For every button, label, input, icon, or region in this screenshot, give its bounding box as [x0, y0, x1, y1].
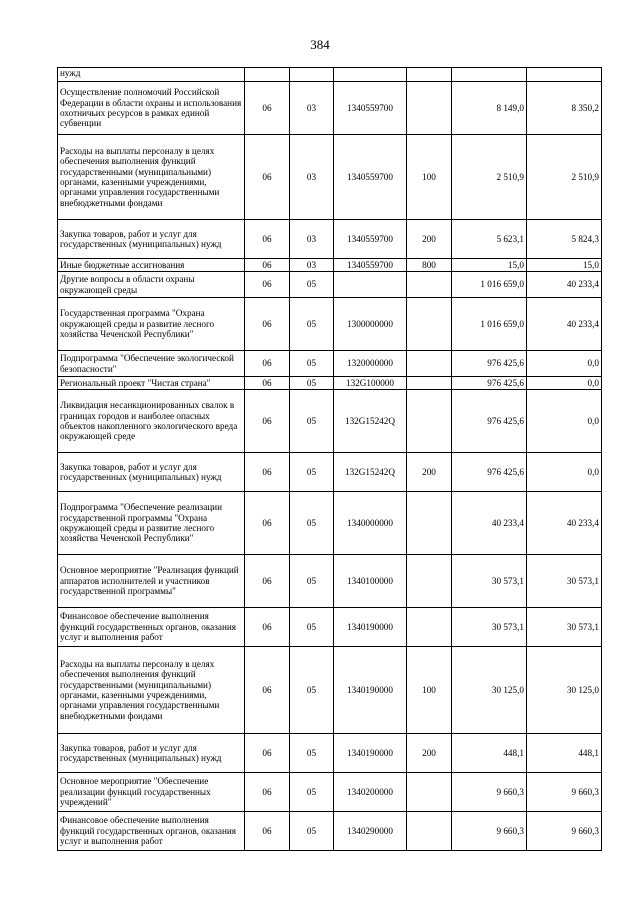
row-sum-year2: 30 125,0	[527, 647, 602, 734]
row-sum-year2: 0,0	[527, 453, 602, 492]
row-sum-year2: 2 510,9	[527, 135, 602, 220]
row-subsection: 03	[290, 220, 334, 259]
row-expense-type	[407, 492, 452, 555]
row-sum-year1: 976 425,6	[452, 453, 527, 492]
row-target-article: 132G15242Q	[334, 390, 407, 453]
table-row	[58, 453, 602, 492]
row-subsection: 05	[290, 492, 334, 555]
row-sum-year2	[527, 68, 602, 82]
row-section: 06	[245, 555, 290, 608]
row-subsection: 03	[290, 259, 334, 272]
row-section: 06	[245, 220, 290, 259]
row-subsection: 05	[290, 377, 334, 390]
row-sum-year2: 9 660,3	[527, 812, 602, 851]
row-target-article: 1340190000	[334, 647, 407, 734]
row-sum-year1: 8 149,0	[452, 82, 527, 135]
row-target-article: 1340559700	[334, 82, 407, 135]
table-row	[58, 298, 602, 351]
row-expense-type: 200	[407, 453, 452, 492]
row-target-article: 1300000000	[334, 298, 407, 351]
row-name: Подпрограмма "Обеспечение экологической безопасности"	[58, 351, 245, 377]
row-subsection	[290, 68, 334, 82]
row-subsection: 05	[290, 647, 334, 734]
row-subsection: 05	[290, 298, 334, 351]
row-sum-year1	[452, 68, 527, 82]
row-sum-year2: 40 233,4	[527, 492, 602, 555]
row-expense-type	[407, 773, 452, 812]
row-expense-type	[407, 608, 452, 647]
row-section: 06	[245, 492, 290, 555]
table-row	[58, 734, 602, 773]
row-expense-type	[407, 351, 452, 377]
row-expense-type	[407, 555, 452, 608]
row-target-article	[334, 272, 407, 298]
row-section: 06	[245, 351, 290, 377]
row-name: Расходы на выплаты персоналу в целях обеспечения выполнения функций государственными (муниципальными) органами, казенными учреждениями, органами управления государственными внебюджетными фондами	[58, 135, 245, 220]
table-row	[58, 135, 602, 220]
row-sum-year2: 9 660,3	[527, 773, 602, 812]
row-sum-year1: 30 125,0	[452, 647, 527, 734]
row-target-article: 1340290000	[334, 812, 407, 851]
row-sum-year1: 1 016 659,0	[452, 272, 527, 298]
row-section: 06	[245, 82, 290, 135]
row-sum-year1: 976 425,6	[452, 377, 527, 390]
table-row	[58, 555, 602, 608]
row-section: 06	[245, 135, 290, 220]
row-sum-year1: 9 660,3	[452, 773, 527, 812]
row-name: Иные бюджетные ассигнования	[58, 259, 245, 272]
table-row	[58, 82, 602, 135]
row-name: Расходы на выплаты персоналу в целях обеспечения выполнения функций государственными (муниципальными) органами, казенными учреждениями, органами управления государственными внебюджетными фондами	[58, 647, 245, 734]
row-name: Другие вопросы в области охраны окружающей среды	[58, 272, 245, 298]
row-target-article: 1340559700	[334, 220, 407, 259]
row-target-article: 1340200000	[334, 773, 407, 812]
row-section: 06	[245, 377, 290, 390]
row-section: 06	[245, 298, 290, 351]
table-row	[58, 773, 602, 812]
row-section: 06	[245, 390, 290, 453]
row-sum-year2: 0,0	[527, 390, 602, 453]
row-section: 06	[245, 608, 290, 647]
row-target-article: 1340000000	[334, 492, 407, 555]
row-target-article: 1340190000	[334, 734, 407, 773]
row-expense-type: 200	[407, 220, 452, 259]
row-subsection: 05	[290, 608, 334, 647]
row-expense-type	[407, 812, 452, 851]
row-name: Основное мероприятие "Реализация функций аппаратов исполнителей и участников государственной программы"	[58, 555, 245, 608]
row-sum-year1: 5 623,1	[452, 220, 527, 259]
row-sum-year1: 976 425,6	[452, 390, 527, 453]
row-name: Закупка товаров, работ и услуг для государственных (муниципальных) нужд	[58, 453, 245, 492]
table-row	[58, 647, 602, 734]
row-name: Региональный проект "Чистая страна"	[58, 377, 245, 390]
row-target-article: 132G15242Q	[334, 453, 407, 492]
table-row	[58, 608, 602, 647]
row-expense-type	[407, 298, 452, 351]
row-sum-year1: 15,0	[452, 259, 527, 272]
row-sum-year2: 0,0	[527, 351, 602, 377]
row-subsection: 03	[290, 82, 334, 135]
table-row	[58, 812, 602, 851]
table-row	[58, 390, 602, 453]
row-name: Закупка товаров, работ и услуг для государственных (муниципальных) нужд	[58, 220, 245, 259]
row-name: Осуществление полномочий Российской Федерации в области охраны и использования охотничьих ресурсов в рамках единой субвенции	[58, 82, 245, 135]
table-row	[58, 351, 602, 377]
row-section: 06	[245, 812, 290, 851]
row-subsection: 05	[290, 453, 334, 492]
row-sum-year2: 8 350,2	[527, 82, 602, 135]
row-sum-year1: 2 510,9	[452, 135, 527, 220]
table-row	[58, 492, 602, 555]
row-sum-year2: 5 824,3	[527, 220, 602, 259]
row-expense-type	[407, 68, 452, 82]
row-section	[245, 68, 290, 82]
row-name: Закупка товаров, работ и услуг для государственных (муниципальных) нужд	[58, 734, 245, 773]
table-row	[58, 259, 602, 272]
row-name: Финансовое обеспечение выполнения функций государственных органов, оказания услуг и выполнения работ	[58, 608, 245, 647]
row-expense-type	[407, 272, 452, 298]
row-target-article: 1320000000	[334, 351, 407, 377]
row-section: 06	[245, 259, 290, 272]
row-sum-year2: 40 233,4	[527, 298, 602, 351]
row-section: 06	[245, 773, 290, 812]
row-sum-year1: 448,1	[452, 734, 527, 773]
row-subsection: 05	[290, 390, 334, 453]
row-sum-year2: 40 233,4	[527, 272, 602, 298]
row-subsection: 05	[290, 351, 334, 377]
row-expense-type	[407, 390, 452, 453]
row-expense-type: 800	[407, 259, 452, 272]
row-section: 06	[245, 734, 290, 773]
row-subsection: 05	[290, 773, 334, 812]
row-target-article: 1340559700	[334, 135, 407, 220]
row-name: Подпрограмма "Обеспечение реализации государственной программы "Охрана окружающей среды и развитие лесного хозяйства Чеченской Республики"	[58, 492, 245, 555]
row-target-article: 132G100000	[334, 377, 407, 390]
row-target-article: 1340559700	[334, 259, 407, 272]
row-name: Финансовое обеспечение выполнения функций государственных органов, оказания услуг и выполнения работ	[58, 812, 245, 851]
row-name: Ликвидация несанкционированных свалок в границах городов и наиболее опасных объектов накопленного экологического вреда окружающей среде	[58, 390, 245, 453]
row-sum-year1: 976 425,6	[452, 351, 527, 377]
row-expense-type	[407, 82, 452, 135]
row-sum-year2: 30 573,1	[527, 555, 602, 608]
row-name: Основное мероприятие "Обеспечение реализации функций государственных учреждений"	[58, 773, 245, 812]
row-expense-type	[407, 377, 452, 390]
row-expense-type: 200	[407, 734, 452, 773]
row-subsection: 03	[290, 135, 334, 220]
row-subsection: 05	[290, 555, 334, 608]
row-section: 06	[245, 453, 290, 492]
row-name: нужд	[58, 68, 245, 82]
row-sum-year1: 30 573,1	[452, 608, 527, 647]
row-expense-type: 100	[407, 135, 452, 220]
row-sum-year1: 9 660,3	[452, 812, 527, 851]
row-sum-year1: 30 573,1	[452, 555, 527, 608]
page-number: 384	[310, 37, 330, 52]
budget-table	[57, 67, 602, 851]
row-subsection: 05	[290, 734, 334, 773]
budget-table-body	[58, 68, 602, 851]
row-target-article	[334, 68, 407, 82]
row-sum-year2: 0,0	[527, 377, 602, 390]
row-subsection: 05	[290, 272, 334, 298]
table-row	[58, 220, 602, 259]
row-expense-type: 100	[407, 647, 452, 734]
row-sum-year1: 1 016 659,0	[452, 298, 527, 351]
row-target-article: 1340190000	[334, 608, 407, 647]
row-sum-year1: 40 233,4	[452, 492, 527, 555]
table-row	[58, 272, 602, 298]
row-sum-year2: 448,1	[527, 734, 602, 773]
table-row	[58, 68, 602, 82]
row-target-article: 1340100000	[334, 555, 407, 608]
row-sum-year2: 15,0	[527, 259, 602, 272]
row-sum-year2: 30 573,1	[527, 608, 602, 647]
table-row	[58, 377, 602, 390]
row-section: 06	[245, 647, 290, 734]
row-section: 06	[245, 272, 290, 298]
row-subsection: 05	[290, 812, 334, 851]
row-name: Государственная программа "Охрана окружающей среды и развитие лесного хозяйства Чеченской Республики"	[58, 298, 245, 351]
